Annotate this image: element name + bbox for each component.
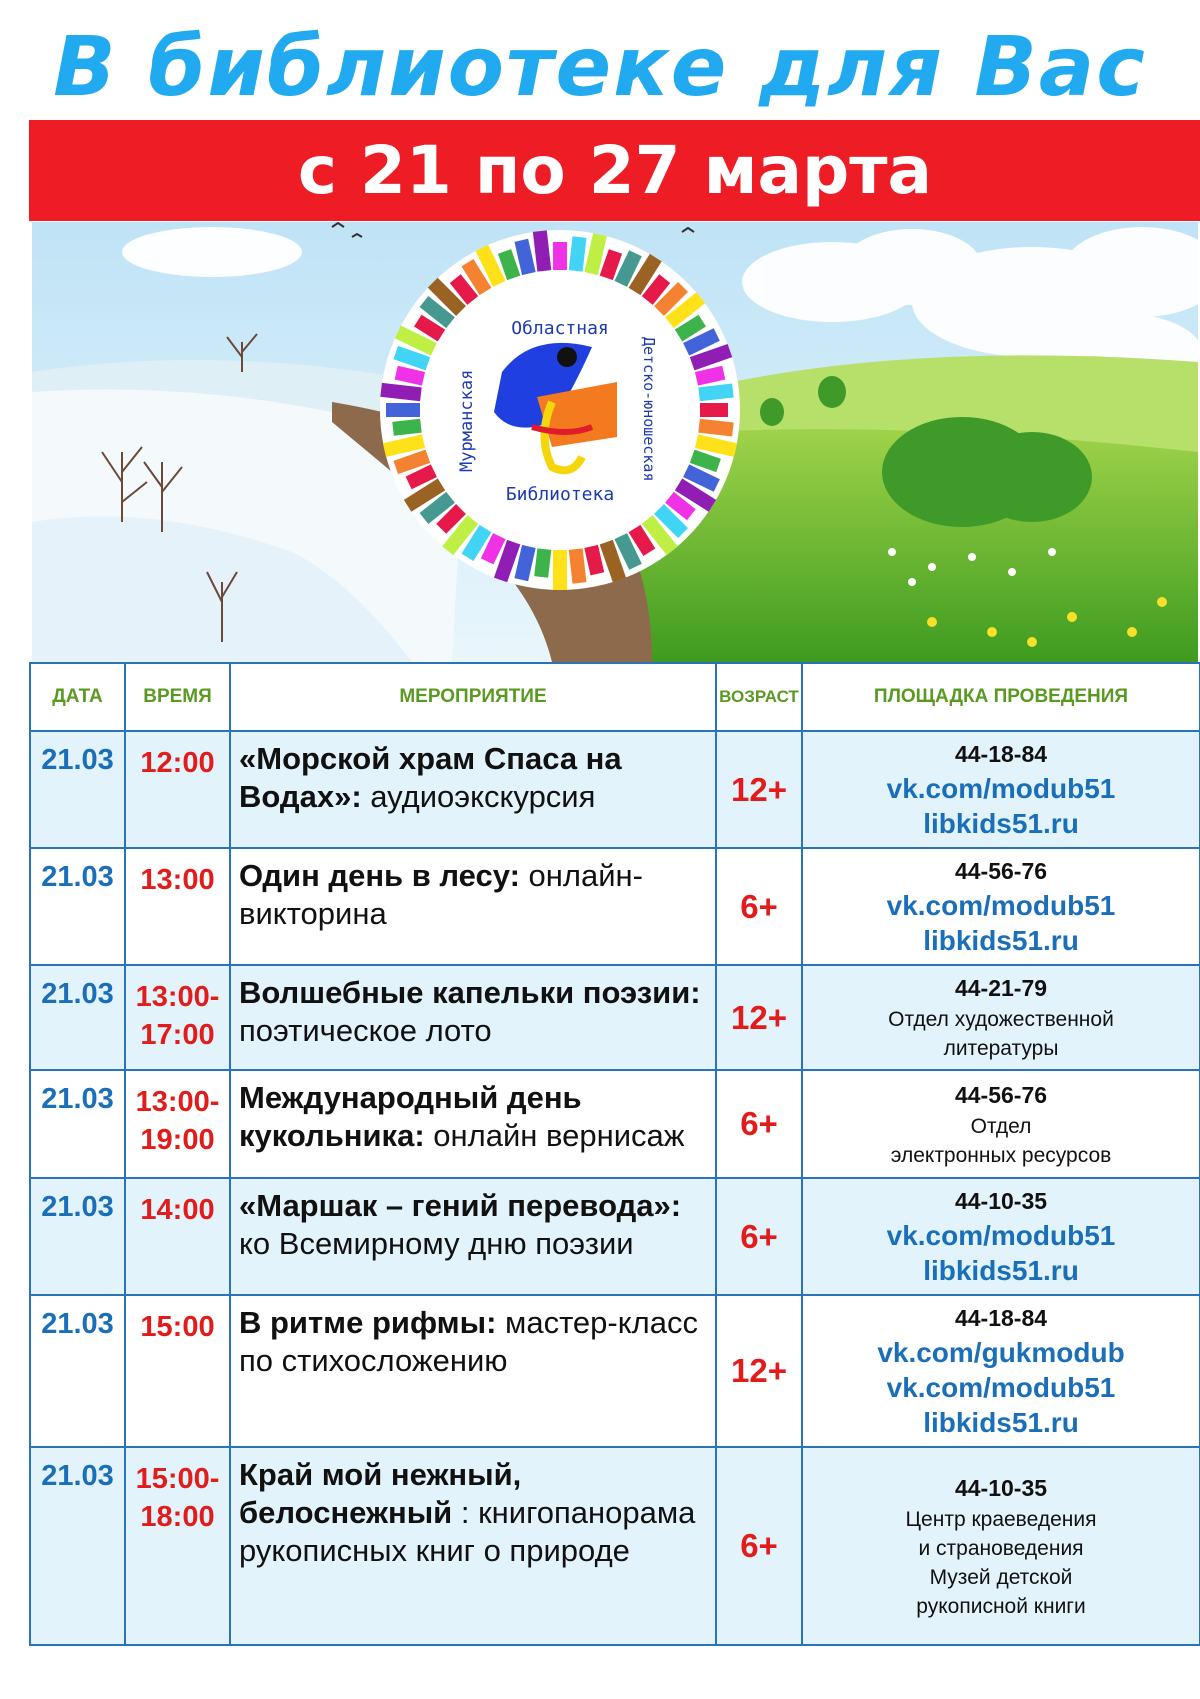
page-title: В библиотеке для Вас [53, 20, 1147, 115]
logo-book-spine [381, 390, 421, 394]
venue-link[interactable]: libkids51.ru [923, 808, 1079, 839]
logo-top-text: Областная [511, 318, 609, 339]
venue-phone: 44-21-79 [954, 975, 1048, 1001]
event-date: 21.03 [30, 731, 125, 848]
table-row [30, 1295, 1200, 1447]
venue-department: рукописной книги [916, 1594, 1086, 1618]
venue-phone: 44-56-76 [954, 1081, 1048, 1108]
table-row [30, 1070, 1200, 1178]
event-description [230, 1070, 716, 1178]
events-table [29, 662, 1200, 1646]
venue-link[interactable]: vk.com/modub51 [886, 773, 1116, 804]
event-time: 13:00- 17:00 [125, 965, 230, 1070]
event-title: Волшебные капельки поэзии: [239, 975, 701, 1010]
venue-department: Отдел художественной [888, 1008, 1114, 1031]
event-age: 12+ [716, 965, 802, 1070]
venue-department: и страноведения [918, 1536, 1084, 1560]
event-age: 12+ [716, 731, 802, 848]
event-venue [802, 1447, 1200, 1645]
event-title: «Маршак – гений перевода»: [239, 1188, 682, 1223]
logo-book-spine [692, 456, 718, 465]
venue-link[interactable]: vk.com/modub51 [886, 1372, 1116, 1403]
event-description [230, 848, 716, 965]
header-time: ВРЕМЯ [125, 663, 230, 731]
logo-book-spine [699, 426, 733, 430]
event-time: 12:00 [125, 731, 230, 848]
header-age: ВОЗРАСТ [716, 663, 802, 731]
event-age: 6+ [716, 1178, 802, 1295]
event-age: 6+ [716, 848, 802, 965]
event-description [230, 1447, 716, 1645]
logo-book-spine [591, 546, 597, 573]
event-age: 12+ [716, 1295, 802, 1447]
venue-link[interactable]: vk.com/gukmodub [877, 1337, 1125, 1368]
logo-book-spine [696, 373, 723, 379]
venue-link[interactable]: libkids51.ru [923, 1255, 1079, 1286]
logo-book-spine [541, 549, 544, 577]
event-venue [802, 1178, 1200, 1295]
logo-bottom-text: Библиотека [505, 484, 615, 505]
venue-link[interactable]: vk.com/modub51 [886, 890, 1116, 921]
logo-book-spine [505, 251, 514, 277]
header-event: МЕРОПРИЯТИЕ [230, 663, 716, 731]
event-description [230, 965, 716, 1070]
logo-book-spine [576, 237, 580, 271]
event-title: Международный день кукольника: [239, 1080, 582, 1153]
table-header-row [30, 663, 1200, 731]
event-venue [802, 731, 1200, 848]
table-row [30, 965, 1200, 1070]
event-time: 14:00 [125, 1178, 230, 1295]
event-venue [802, 1070, 1200, 1178]
venue-link[interactable]: vk.com/modub51 [886, 1220, 1116, 1251]
event-subtitle: мастер-класс по стихосложению [239, 1305, 698, 1378]
logo-left-text: Мурманская [457, 369, 477, 472]
logo-book-spine [393, 426, 421, 429]
event-date: 21.03 [30, 1178, 125, 1295]
event-subtitle: онлайн-викторина [239, 858, 643, 931]
table-row [30, 1447, 1200, 1645]
event-time: 15:00- 18:00 [125, 1447, 230, 1645]
logo-book-spine [521, 546, 529, 579]
venue-department: Отдел [970, 1114, 1032, 1138]
event-title: Один день в лесу: [239, 858, 520, 893]
event-venue [802, 965, 1200, 1070]
table-row [30, 848, 1200, 965]
venue-phone: 44-10-35 [954, 1474, 1048, 1501]
event-title: В ритме рифмы: [239, 1305, 497, 1340]
event-subtitle: поэтическое лото [239, 1013, 492, 1048]
venue-phone: 44-56-76 [954, 858, 1048, 884]
venue-phone: 44-10-35 [954, 1188, 1048, 1214]
venue-link[interactable]: libkids51.ru [923, 1407, 1079, 1438]
event-age: 6+ [716, 1070, 802, 1178]
date-range-banner: с 21 по 27 марта [29, 120, 1200, 221]
logo-book-spine [576, 549, 580, 583]
event-date: 21.03 [30, 965, 125, 1070]
event-description [230, 731, 716, 848]
header-date: ДАТА [30, 663, 125, 731]
event-date: 21.03 [30, 1447, 125, 1645]
venue-link[interactable]: libkids51.ru [923, 925, 1079, 956]
event-time: 13:00 [125, 848, 230, 965]
table-row [30, 731, 1200, 848]
event-date: 21.03 [30, 1295, 125, 1447]
event-title: «Морской храм Спаса на Водах»: [239, 741, 622, 814]
event-time: 15:00 [125, 1295, 230, 1447]
library-logo [380, 230, 740, 590]
venue-department: электронных ресурсов [890, 1143, 1112, 1167]
event-date: 21.03 [30, 848, 125, 965]
venue-department: Музей детской [929, 1565, 1073, 1589]
logo-book-spine [521, 240, 529, 273]
event-venue [802, 1295, 1200, 1447]
event-venue [802, 848, 1200, 965]
logo-book-spine [540, 231, 544, 271]
event-title: Край мой нежный, белоснежный [239, 1457, 522, 1530]
event-time: 13:00- 19:00 [125, 1070, 230, 1178]
venue-phone: 44-18-84 [954, 741, 1048, 767]
event-subtitle: онлайн вернисаж [433, 1118, 685, 1153]
event-date: 21.03 [30, 1070, 125, 1178]
event-description [230, 1295, 716, 1447]
logo-book-spine [699, 391, 733, 395]
event-age: 6+ [716, 1447, 802, 1645]
logo-book-spine [606, 251, 615, 277]
venue-department: Центр краеведения [905, 1507, 1097, 1531]
venue-department: литературы [943, 1037, 1059, 1060]
event-subtitle: ко Всемирному дню поэзии [239, 1226, 634, 1261]
table-row [30, 1178, 1200, 1295]
header-venue: ПЛОЩАДКА ПРОВЕДЕНИЯ [802, 663, 1200, 731]
event-subtitle: аудиоэкскурсия [370, 779, 596, 814]
event-description [230, 1178, 716, 1295]
logo-book-spine [696, 441, 735, 450]
logo-book-spine [396, 373, 423, 379]
logo-book-spine [591, 235, 600, 274]
venue-phone: 44-18-84 [954, 1305, 1048, 1331]
logo-right-text: Детско-юношеская [640, 337, 658, 482]
logo-book-spine [385, 441, 424, 450]
event-subtitle: : книгопанорама рукописных книг о природе [239, 1495, 696, 1568]
spring-landscape-illustration [32, 222, 1198, 662]
